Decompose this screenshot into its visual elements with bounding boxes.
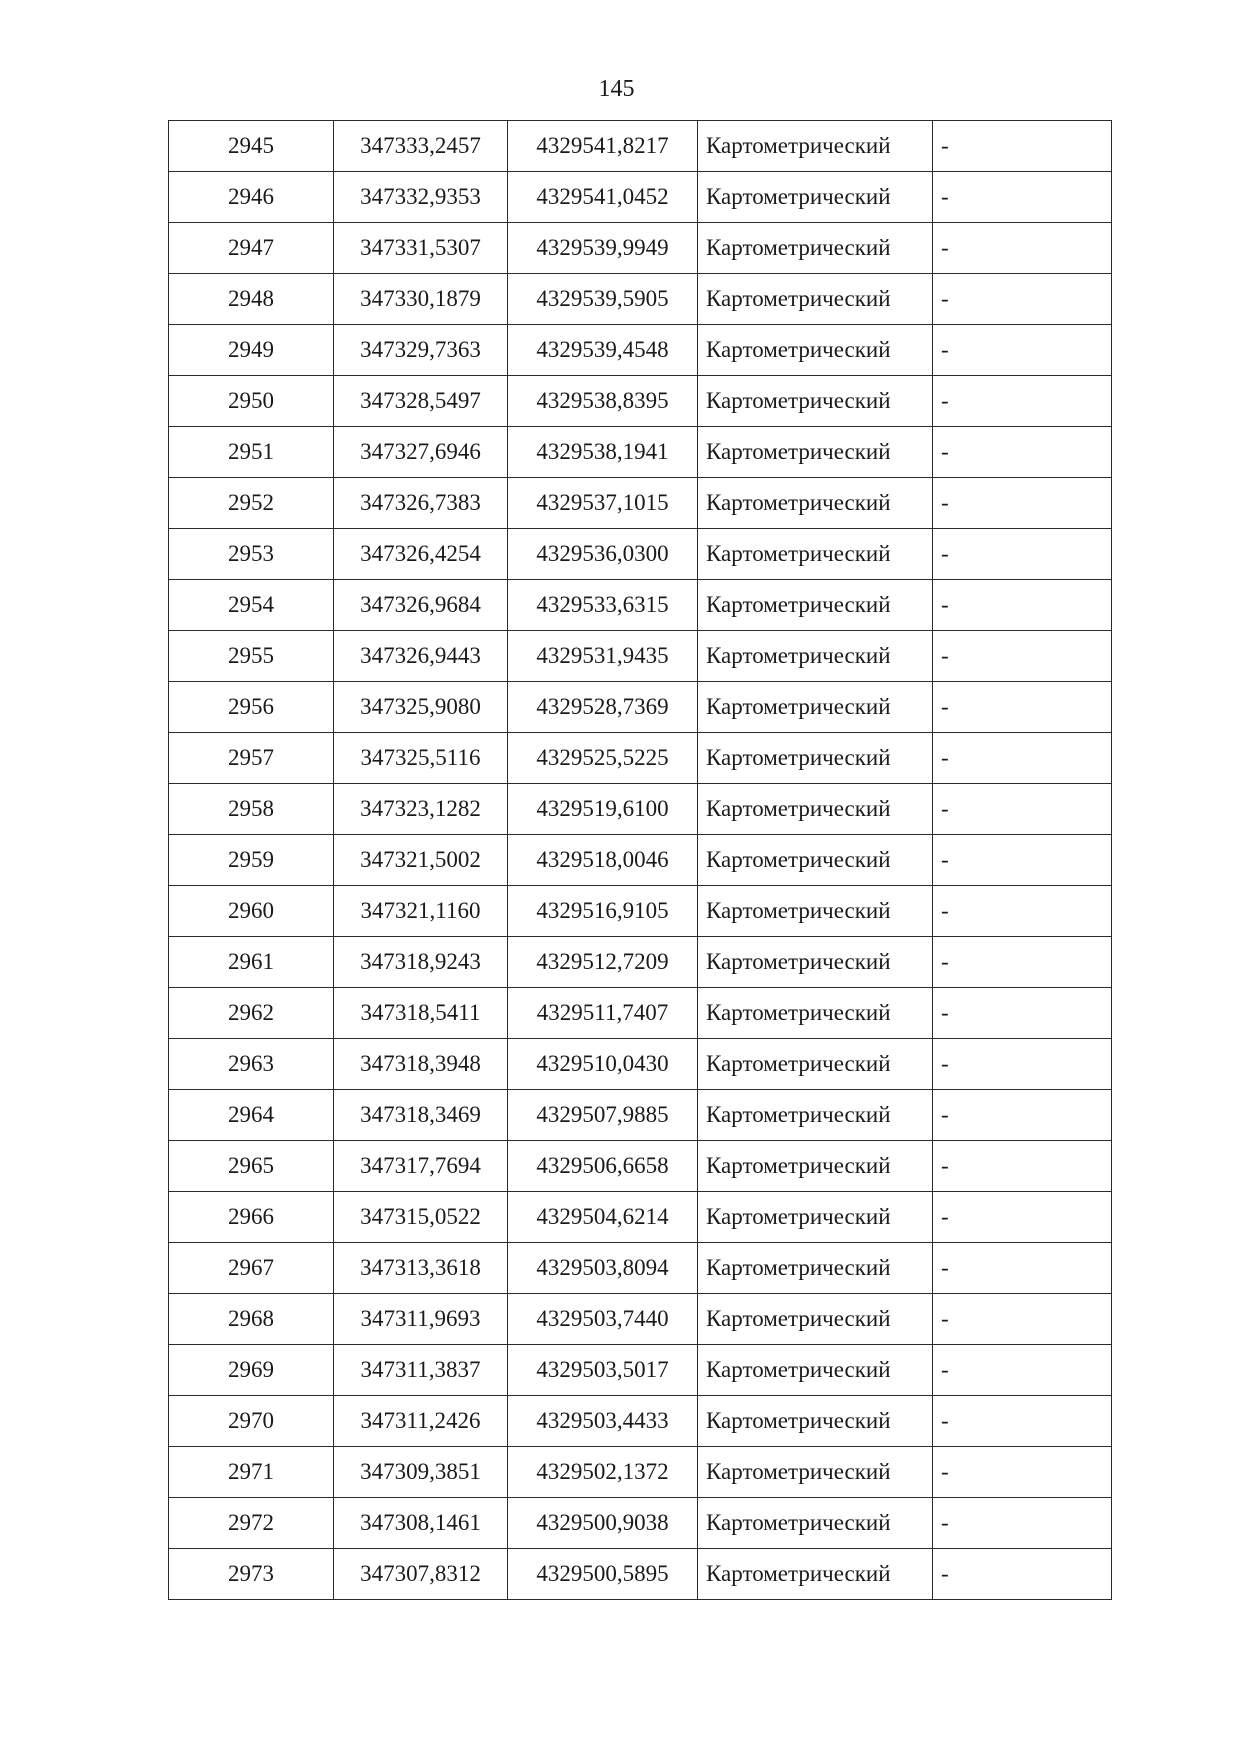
table-row (169, 1192, 1112, 1243)
note-cell: - (933, 274, 1112, 325)
x-coordinate-cell: 347323,1282 (334, 784, 508, 835)
x-coordinate-cell: 347311,9693 (334, 1294, 508, 1345)
page-number: 145 (598, 76, 635, 102)
y-coordinate-cell: 4329518,0046 (508, 835, 698, 886)
note-cell: - (933, 1549, 1112, 1600)
note-cell: - (933, 1447, 1112, 1498)
method-cell: Картометрический (698, 886, 933, 937)
x-coordinate-cell: 347332,9353 (334, 172, 508, 223)
y-coordinate-cell: 4329503,5017 (508, 1345, 698, 1396)
y-coordinate-cell: 4329516,9105 (508, 886, 698, 937)
method-cell: Картометрический (698, 1141, 933, 1192)
y-coordinate-cell: 4329533,6315 (508, 580, 698, 631)
table-row (169, 886, 1112, 937)
point-number-cell: 2970 (169, 1396, 334, 1447)
point-number-cell: 2953 (169, 529, 334, 580)
point-number-cell: 2952 (169, 478, 334, 529)
method-cell: Картометрический (698, 835, 933, 886)
x-coordinate-cell: 347326,7383 (334, 478, 508, 529)
note-cell: - (933, 835, 1112, 886)
x-coordinate-cell: 347331,5307 (334, 223, 508, 274)
note-cell: - (933, 325, 1112, 376)
note-cell: - (933, 529, 1112, 580)
point-number-cell: 2973 (169, 1549, 334, 1600)
x-coordinate-cell: 347325,9080 (334, 682, 508, 733)
table-row (169, 1141, 1112, 1192)
note-cell: - (933, 172, 1112, 223)
x-coordinate-cell: 347329,7363 (334, 325, 508, 376)
table-row (169, 478, 1112, 529)
method-cell: Картометрический (698, 988, 933, 1039)
note-cell: - (933, 1141, 1112, 1192)
y-coordinate-cell: 4329539,9949 (508, 223, 698, 274)
note-cell: - (933, 1345, 1112, 1396)
y-coordinate-cell: 4329503,4433 (508, 1396, 698, 1447)
point-number-cell: 2949 (169, 325, 334, 376)
method-cell: Картометрический (698, 1549, 933, 1600)
method-cell: Картометрический (698, 376, 933, 427)
note-cell: - (933, 376, 1112, 427)
method-cell: Картометрический (698, 937, 933, 988)
point-number-cell: 2961 (169, 937, 334, 988)
point-number-cell: 2962 (169, 988, 334, 1039)
note-cell: - (933, 1396, 1112, 1447)
note-cell: - (933, 886, 1112, 937)
table-row (169, 172, 1112, 223)
point-number-cell: 2959 (169, 835, 334, 886)
method-cell: Картометрический (698, 478, 933, 529)
note-cell: - (933, 1498, 1112, 1549)
table-row (169, 1396, 1112, 1447)
table-row (169, 1039, 1112, 1090)
y-coordinate-cell: 4329538,8395 (508, 376, 698, 427)
table-row (169, 631, 1112, 682)
point-number-cell: 2965 (169, 1141, 334, 1192)
point-number-cell: 2951 (169, 427, 334, 478)
point-number-cell: 2950 (169, 376, 334, 427)
note-cell: - (933, 223, 1112, 274)
note-cell: - (933, 682, 1112, 733)
y-coordinate-cell: 4329528,7369 (508, 682, 698, 733)
y-coordinate-cell: 4329507,9885 (508, 1090, 698, 1141)
table-row (169, 121, 1112, 172)
method-cell: Картометрический (698, 1396, 933, 1447)
table-row (169, 1447, 1112, 1498)
coordinates-table (168, 120, 1112, 1600)
table-row (169, 1243, 1112, 1294)
note-cell: - (933, 937, 1112, 988)
point-number-cell: 2960 (169, 886, 334, 937)
x-coordinate-cell: 347315,0522 (334, 1192, 508, 1243)
note-cell: - (933, 631, 1112, 682)
y-coordinate-cell: 4329506,6658 (508, 1141, 698, 1192)
x-coordinate-cell: 347333,2457 (334, 121, 508, 172)
x-coordinate-cell: 347318,5411 (334, 988, 508, 1039)
x-coordinate-cell: 347326,9684 (334, 580, 508, 631)
x-coordinate-cell: 347313,3618 (334, 1243, 508, 1294)
note-cell: - (933, 1090, 1112, 1141)
x-coordinate-cell: 347326,9443 (334, 631, 508, 682)
note-cell: - (933, 1192, 1112, 1243)
y-coordinate-cell: 4329502,1372 (508, 1447, 698, 1498)
x-coordinate-cell: 347330,1879 (334, 274, 508, 325)
y-coordinate-cell: 4329512,7209 (508, 937, 698, 988)
point-number-cell: 2946 (169, 172, 334, 223)
y-coordinate-cell: 4329541,0452 (508, 172, 698, 223)
method-cell: Картометрический (698, 1498, 933, 1549)
y-coordinate-cell: 4329536,0300 (508, 529, 698, 580)
method-cell: Картометрический (698, 1345, 933, 1396)
table-row (169, 1294, 1112, 1345)
note-cell: - (933, 478, 1112, 529)
y-coordinate-cell: 4329538,1941 (508, 427, 698, 478)
point-number-cell: 2966 (169, 1192, 334, 1243)
table-row (169, 937, 1112, 988)
table-row (169, 1345, 1112, 1396)
point-number-cell: 2956 (169, 682, 334, 733)
x-coordinate-cell: 347307,8312 (334, 1549, 508, 1600)
point-number-cell: 2955 (169, 631, 334, 682)
x-coordinate-cell: 347311,2426 (334, 1396, 508, 1447)
method-cell: Картометрический (698, 733, 933, 784)
y-coordinate-cell: 4329510,0430 (508, 1039, 698, 1090)
note-cell: - (933, 580, 1112, 631)
table-row (169, 427, 1112, 478)
method-cell: Картометрический (698, 274, 933, 325)
point-number-cell: 2948 (169, 274, 334, 325)
x-coordinate-cell: 347318,9243 (334, 937, 508, 988)
method-cell: Картометрический (698, 325, 933, 376)
table-row (169, 325, 1112, 376)
x-coordinate-cell: 347311,3837 (334, 1345, 508, 1396)
method-cell: Картометрический (698, 1039, 933, 1090)
point-number-cell: 2971 (169, 1447, 334, 1498)
method-cell: Картометрический (698, 580, 933, 631)
point-number-cell: 2945 (169, 121, 334, 172)
point-number-cell: 2969 (169, 1345, 334, 1396)
point-number-cell: 2957 (169, 733, 334, 784)
note-cell: - (933, 988, 1112, 1039)
method-cell: Картометрический (698, 1243, 933, 1294)
y-coordinate-cell: 4329504,6214 (508, 1192, 698, 1243)
y-coordinate-cell: 4329537,1015 (508, 478, 698, 529)
coordinates-table-body (169, 121, 1112, 1600)
y-coordinate-cell: 4329500,9038 (508, 1498, 698, 1549)
x-coordinate-cell: 347321,5002 (334, 835, 508, 886)
note-cell: - (933, 784, 1112, 835)
y-coordinate-cell: 4329541,8217 (508, 121, 698, 172)
y-coordinate-cell: 4329519,6100 (508, 784, 698, 835)
table-row (169, 223, 1112, 274)
point-number-cell: 2963 (169, 1039, 334, 1090)
table-row (169, 580, 1112, 631)
y-coordinate-cell: 4329500,5895 (508, 1549, 698, 1600)
y-coordinate-cell: 4329503,8094 (508, 1243, 698, 1294)
table-row (169, 274, 1112, 325)
table-row (169, 376, 1112, 427)
x-coordinate-cell: 347308,1461 (334, 1498, 508, 1549)
y-coordinate-cell: 4329503,7440 (508, 1294, 698, 1345)
method-cell: Картометрический (698, 1192, 933, 1243)
point-number-cell: 2967 (169, 1243, 334, 1294)
x-coordinate-cell: 347326,4254 (334, 529, 508, 580)
x-coordinate-cell: 347309,3851 (334, 1447, 508, 1498)
method-cell: Картометрический (698, 1294, 933, 1345)
note-cell: - (933, 733, 1112, 784)
note-cell: - (933, 1294, 1112, 1345)
method-cell: Картометрический (698, 1447, 933, 1498)
method-cell: Картометрический (698, 172, 933, 223)
y-coordinate-cell: 4329525,5225 (508, 733, 698, 784)
y-coordinate-cell: 4329539,4548 (508, 325, 698, 376)
note-cell: - (933, 1243, 1112, 1294)
table-row (169, 1498, 1112, 1549)
x-coordinate-cell: 347317,7694 (334, 1141, 508, 1192)
method-cell: Картометрический (698, 784, 933, 835)
table-row (169, 1549, 1112, 1600)
point-number-cell: 2954 (169, 580, 334, 631)
point-number-cell: 2947 (169, 223, 334, 274)
point-number-cell: 2972 (169, 1498, 334, 1549)
table-row (169, 529, 1112, 580)
table-row (169, 988, 1112, 1039)
table-row (169, 1090, 1112, 1141)
method-cell: Картометрический (698, 121, 933, 172)
table-row (169, 784, 1112, 835)
note-cell: - (933, 427, 1112, 478)
y-coordinate-cell: 4329539,5905 (508, 274, 698, 325)
x-coordinate-cell: 347318,3948 (334, 1039, 508, 1090)
table-row (169, 733, 1112, 784)
method-cell: Картометрический (698, 631, 933, 682)
x-coordinate-cell: 347328,5497 (334, 376, 508, 427)
method-cell: Картометрический (698, 223, 933, 274)
y-coordinate-cell: 4329511,7407 (508, 988, 698, 1039)
x-coordinate-cell: 347321,1160 (334, 886, 508, 937)
method-cell: Картометрический (698, 1090, 933, 1141)
table-row (169, 682, 1112, 733)
method-cell: Картометрический (698, 529, 933, 580)
x-coordinate-cell: 347318,3469 (334, 1090, 508, 1141)
method-cell: Картометрический (698, 427, 933, 478)
point-number-cell: 2964 (169, 1090, 334, 1141)
note-cell: - (933, 1039, 1112, 1090)
x-coordinate-cell: 347325,5116 (334, 733, 508, 784)
method-cell: Картометрический (698, 682, 933, 733)
x-coordinate-cell: 347327,6946 (334, 427, 508, 478)
y-coordinate-cell: 4329531,9435 (508, 631, 698, 682)
point-number-cell: 2958 (169, 784, 334, 835)
point-number-cell: 2968 (169, 1294, 334, 1345)
table-row (169, 835, 1112, 886)
note-cell: - (933, 121, 1112, 172)
